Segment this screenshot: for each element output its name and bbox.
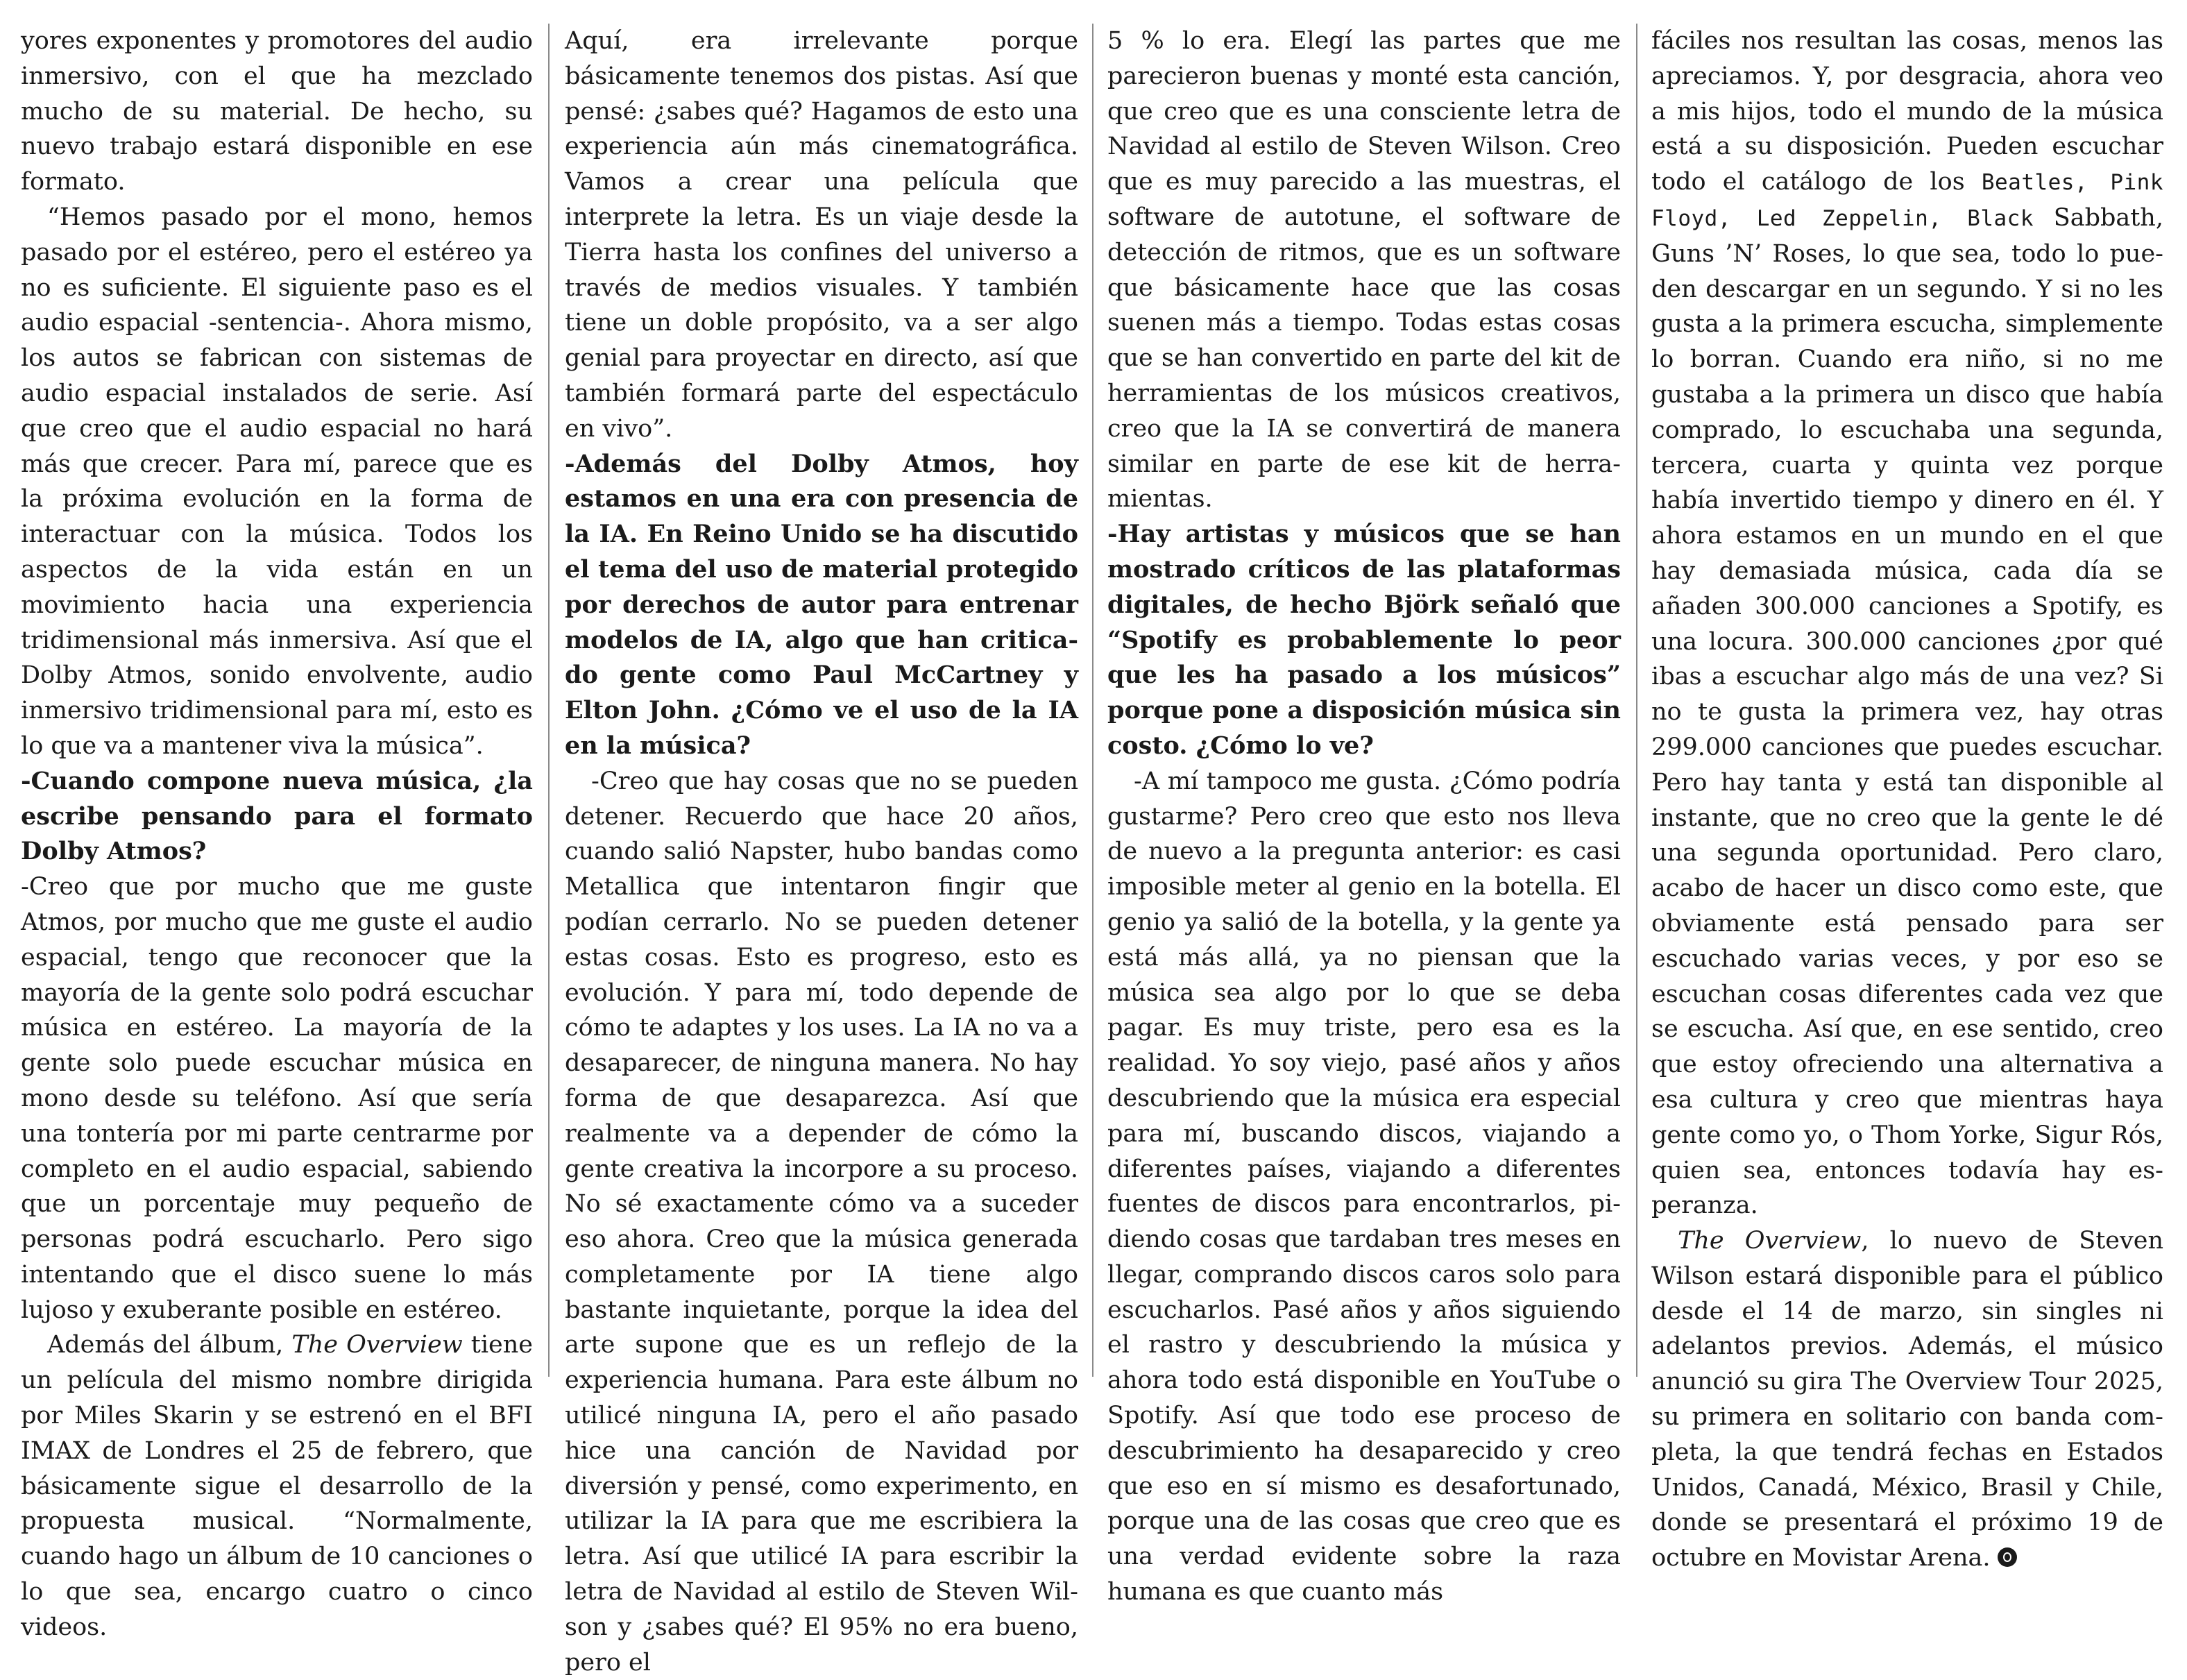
column-4	[1651, 24, 2164, 1572]
paragraph: Aquí, era irrelevante porque básicamente tenemos dos pistas. Así que pensé: ¿sabes qué? Hagamos de esto una experiencia aún más cinematográfica. Vamos a crear una película que interprete la letra. Es un viaje desde la Tierra hasta los confines del universo a través de medios visuales. Y también tiene un doble propósito, va a ser algo genial para proyectar en directo, así que también formará parte del espectáculo en vivo”.	[565, 27, 1078, 443]
paragraph-text: , lo nuevo de Steven Wilson estará disponible para el público desde el 14 de marzo, sin singles ni adelantos previos. Además, el músico anunció su gira The Overview Tour 2025, su primera en solitario con banda completa, la que tendrá fechas en Estados Unidos, Canadá, México, Brasil y Chile, donde se presentará el próximo 19 de octubre en Movistar Arena.	[1651, 1227, 2164, 1572]
column-rule	[1092, 24, 1094, 1377]
paragraph: -A mí tampoco me gusta. ¿Cómo podría gustarme? Pero creo que esto nos lleva de nuevo a la pregunta anterior: es casi imposible meter al genio en la botella. El genio ya salió de la botella, y la gente ya está más allá, ya no piensan que la música sea algo por lo que se deba pagar. Es muy triste, pero esa es la realidad. Yo soy viejo, pasé años y años descubriendo que la música era especial para mí, buscando discos, viajando a diferentes países, viajando a diferentes fuentes de discos para encontrarlos, pidiendo cosas que tardaban tres meses en llegar, comprando discos caros solo para escucharlos. Pasé años y años siguiendo el rastro y descubriendo la música y ahora todo está disponible en YouTube o Spotify. Así que todo ese proceso de descubrimiento ha desaparecido y creo que eso en sí mismo es desafortunado, porque una de las cosas que creo que es una verdad evidente sobre la raza humana es que cuanto más	[1107, 767, 1621, 1606]
paragraph: 5 % lo era. Elegí las partes que me parecieron buenas y monté esta canción, que creo que es una consciente letra de Navidad al estilo de Steven Wilson. Creo que es muy parecido a las muestras, el software de autotune, el software de detección de ritmos, que es un software que básicamente hace que las cosas suenen más a tiempo. Todas estas cosas que se han convertido en parte del kit de herramientas de los músicos creativos, creo que la IA se convertirá de manera similar en parte de ese kit de herramientas.	[1107, 27, 1621, 514]
album-title: The Overview	[1678, 1227, 1862, 1255]
column-2	[565, 24, 1078, 1677]
paragraph: yores exponentes y promotores del audio inmersivo, con el que ha mezclado mucho de su material. De hecho, su nuevo trabajo estará disponible en ese formato.	[21, 27, 533, 196]
paragraph-text: Además del álbum,	[47, 1331, 292, 1359]
column-rule	[548, 24, 550, 1377]
paragraph	[1651, 24, 2163, 1223]
end-of-article-icon	[1998, 1547, 2017, 1567]
paragraph: -Creo que hay cosas que no se pueden detener. Recuerdo que hace 20 años, cuando salió Napster, hubo bandas como Metallica que intentaron fingir que podían cerrarlo. No se pueden detener estas cosas. Esto es progreso, esto es evolución. Y para mí, todo depende de cómo te adaptes y los uses. La IA no va a desaparecer, de ninguna manera. No hay forma de que desaparezca. Así que realmente va a depender de cómo la gente creativa la incorpore a su proceso. No sé exactamente cómo va a suceder eso ahora. Creo que la música generada completamente por IA tiene algo bastante inquietante, porque la idea del arte supone que es un reflejo de la experiencia humana. Para este álbum no utilicé ninguna IA, pero el año pasado hice una canción de Navidad por diversión y pensé, como experimento, en utilizar la IA para que me escribiera la letra. Así que utilicé IA para escribir la letra de Navidad al estilo de Steven Wilson y ¿sabes qué? El 95% no era bueno, pero el	[565, 767, 1078, 1677]
paragraph	[21, 1327, 533, 1645]
interview-question: -Además del Dolby Atmos, hoy estamos en una era con presencia de la IA. En Reino Unido se ha discutido el tema del uso de material protegido por derechos de autor para entrenar modelos de IA, algo que han criticado gente como Paul McCartney y Elton John. ¿Cómo ve el uso de la IA en la música?	[565, 449, 1078, 760]
closing-paragraph	[1651, 1223, 2163, 1576]
album-title: The Overview	[291, 1331, 463, 1359]
paragraph-text: tiene un película del mismo nombre dirigida por Miles Skarin y se estrenó en el BFI IMAX de Londres el 25 de febrero, que básicamente sigue el desarrollo de la propuesta musical. “Normalmente, cuando hago un álbum de 10 canciones o lo que sea, encargo cuatro o cinco videos.	[21, 1331, 533, 1641]
interview-question: -Cuando compone nueva música, ¿la escribe pensando para el formato Dolby Atmos?	[21, 766, 533, 866]
paragraph-text: Sabbath, Guns ’N’ Roses, lo que sea, todo lo pueden descargar en un segundo. Y si no les gusta a la primera escucha, simplemente lo borran. Cuando era niño, si no me gustaba a la primera un disco que había comprado, lo escuchaba una segunda, tercera, cuarta y quinta vez porque había invertido tiempo y dinero en él. Y ahora estamos en un mundo en el que hay demasiada música, cada día se añaden 300.000 canciones a Spotify, es una locura. 300.000 canciones ¿por qué ibas a escuchar algo más de una vez? Si no te gusta la primera vez, hay otras 299.000 canciones que puedes escuchar. Pero hay tanta y está tan disponible al instante, que no creo que la gente le dé una segunda oportunidad. Pero claro, acabo de hacer un disco como este, que obviamente está pensado para ser escuchado varias veces, y por eso se escuchan cosas diferentes cada vez que se escucha. Así que, en ese sentido, creo que estoy ofreciendo una alternativa a esa cultura y creo que mientras haya gente como yo, o Thom Yorke, Sigur Rós, quien sea, entonces todavía hay esperanza.	[1651, 203, 2163, 1220]
paragraph-text: fáciles nos resultan las cosas, menos las apreciamos. Y, por desgracia, ahora veo a mis hijos, todo el mundo de la música está a su disposición. Pueden escuchar todo el catálogo de los	[1651, 27, 2163, 196]
column-1	[21, 24, 533, 1641]
band-names: Beatles, Pink Floyd, Led Zeppelin, Black	[1651, 170, 2163, 231]
interview-question: -Hay artistas y músicos que se han mostrado críticos de las plataformas digitales, de hecho Björk señaló que “Spotify es probablemente lo peor que les ha pasado a los músicos” porque pone a disposición música sin costo. ¿Cómo lo ve?	[1107, 520, 1621, 760]
paragraph: “Hemos pasado por el mono, hemos pasado por el estéreo, pero el estéreo ya no es suficiente. El siguiente paso es el audio espacial -sentencia-. Ahora mismo, los autos se fabrican con sistemas de audio espacial instalados de serie. Así que creo que el audio espacial no hará más que crecer. Para mí, parece que es la próxima evolución en la forma de interactuar con la música. Todos los aspectos de la vida están en un movimiento hacia una experiencia tridimensional más inmersiva. Así que el Dolby Atmos, sonido envolvente, audio inmersivo tridimensional para mí, esto es lo que va a mantener viva la música”.	[21, 203, 533, 760]
column-3	[1107, 24, 1621, 1606]
paragraph: -Creo que por mucho que me guste Atmos, por mucho que me guste el audio espacial, tengo que reconocer que la mayoría de la gente solo podrá escuchar música en estéreo. La mayoría de la gente solo puede escuchar música en mono desde su teléfono. Así que sería una tontería por mi parte centrarme por completo en el audio espacial, sabiendo que un porcentaje muy pequeño de personas podrá escucharlo. Pero sigo intentando que el disco suene lo más lujoso y exuberante posible en estéreo.	[21, 873, 533, 1324]
column-rule	[1636, 24, 1637, 1377]
